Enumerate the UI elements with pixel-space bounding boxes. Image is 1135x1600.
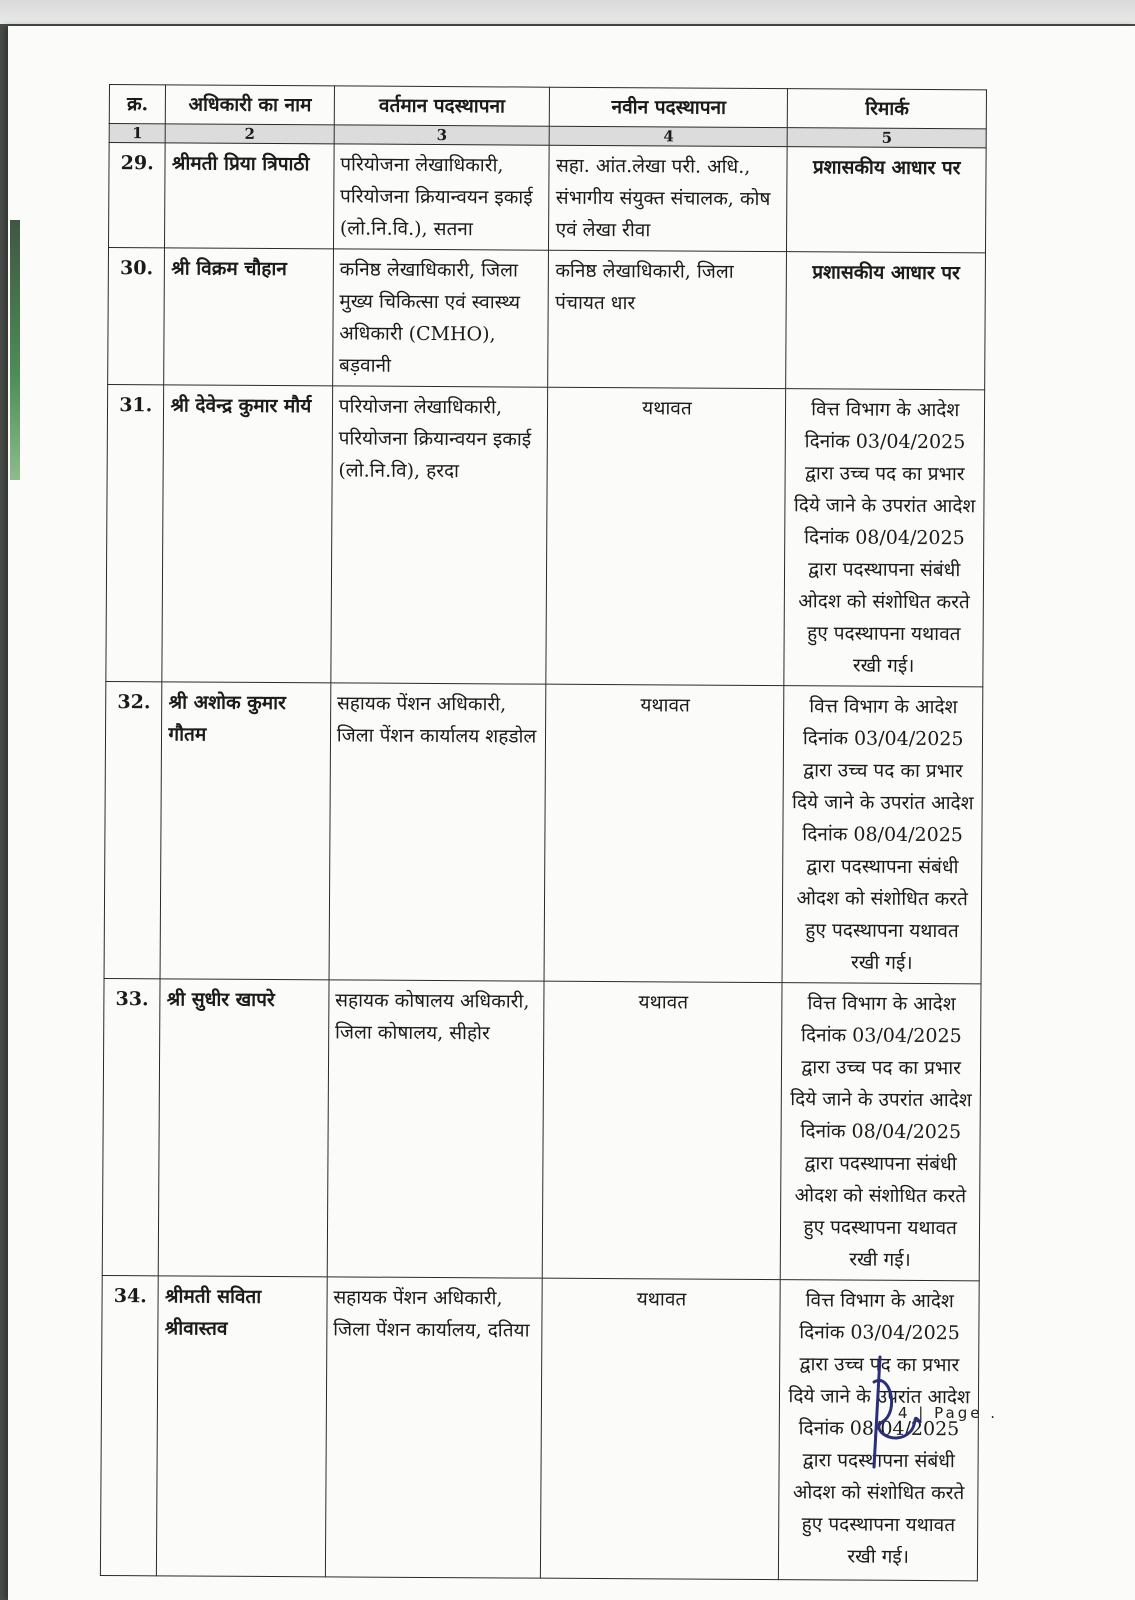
table-row [106,384,985,686]
header-new-posting: नवीन पदस्थापना [550,87,788,127]
row-current-posting: सहायक पेंशन अधिकारी, जिला पेंशन कार्यालय शहडोल [329,683,547,981]
column-number: 4 [550,126,788,146]
column-number: 3 [334,125,550,145]
row-officer-name: श्रीमती प्रिया त्रिपाठी [165,143,334,249]
row-officer-name: श्री विक्रम चौहान [164,248,333,386]
row-sn: 34. [100,1275,158,1575]
row-remark: वित्त विभाग के आदेश दिनांक 03/04/2025 द्वारा उच्च पद का प्रभार दिये जाने के उपरांत आदेश दिनांक 08/04/2025 द्वारा पदस्थापना संबंधी ओदश को संशोधित करते हुए पदस्थापना यथावत रखी गई। [782,686,982,984]
row-officer-name: श्रीमती सविता श्रीवास्तव [157,1276,327,1577]
header-current-posting: वर्तमान पदस्थापना [334,86,550,126]
row-new-posting: यथावत [545,684,785,982]
row-current-posting: सहायक पेंशन अधिकारी, जिला पेंशन कार्यालय, दतिया [325,1277,543,1578]
row-new-posting: सहा. आंत.लेखा परी. अधि., संभागीय संयुक्त संचालक, कोष एवं लेखा रीवा [549,145,788,251]
column-number: 1 [109,124,166,143]
row-current-posting: परियोजना लेखाधिकारी, परियोजना क्रियान्वयन इकाई (लो.नि.वि), हरदा [331,386,549,684]
row-sn: 31. [106,384,164,681]
row-sn: 29. [109,143,166,248]
row-current-posting: सहायक कोषालय अधिकारी, जिला कोषालय, सीहोर [327,980,545,1278]
row-current-posting: कनिष्ठ लेखाधिकारी, जिला मुख्य चिकित्सा एवं स्वास्थ्य अधिकारी (CMHO), बड़वानी [332,249,549,387]
page-edge-mark [10,220,20,480]
row-new-posting: यथावत [546,387,786,685]
row-officer-name: श्री अशोक कुमार गौतम [160,682,330,980]
table-row [108,248,986,390]
row-current-posting: परियोजना लेखाधिकारी, परियोजना क्रियान्वयन इकाई (लो.नि.वि.), सतना [333,144,549,250]
row-sn: 30. [108,248,165,385]
table-row [102,978,981,1280]
row-officer-name: श्री सुधीर खापरे [159,979,329,1277]
header-sn: क्र. [109,85,166,124]
column-number: 5 [788,128,987,148]
row-remark: प्रशासकीय आधार पर [786,252,985,390]
table-header-row [109,85,986,129]
header-remark: रिमार्क [788,89,987,129]
column-number: 2 [166,124,334,144]
table-row [100,1275,979,1580]
row-new-posting: यथावत [541,1278,781,1579]
row-new-posting: कनिष्ठ लेखाधिकारी, जिला पंचायत धार [548,250,787,388]
table-row [104,681,983,983]
row-remark: वित्त विभाग के आदेश दिनांक 03/04/2025 द्वारा उच्च पद का प्रभार दिये जाने के उपरांत आदेश दिनांक 08/04/2025 द्वारा पदस्थापना संबंधी ओदश को संशोधित करते हुए पदस्थापना यथावत रखी गई। [781,983,981,1281]
row-remark: वित्त विभाग के आदेश दिनांक 03/04/2025 द्वारा उच्च पद का प्रभार दिये जाने के उपरांत आदेश दिनांक 08/04/2025 द्वारा पदस्थापना संबंधी ओदश को संशोधित करते हुए पदस्थापना यथावत रखी गई। [784,389,984,687]
table-row [109,143,987,253]
row-sn: 33. [102,978,160,1275]
row-new-posting: यथावत [543,981,783,1279]
header-name: अधिकारी का नाम [166,85,335,125]
row-remark: प्रशासकीय आधार पर [787,147,986,253]
row-officer-name: श्री देवेन्द्र कुमार मौर्य [162,385,332,683]
row-remark: वित्त विभाग के आदेश दिनांक 03/04/2025 द्वारा उच्च पद का प्रभार दिये जाने के उपरांत आदेश दिनांक 08/04/2025 द्वारा पदस्थापना संबंधी ओदश को संशोधित करते हुए पदस्थापना यथावत रखी गई। [779,1280,979,1581]
page-number-label: 4 | Page . [898,1404,998,1422]
top-strip [0,0,1135,24]
posting-table [100,84,987,1581]
row-sn: 32. [104,681,162,978]
